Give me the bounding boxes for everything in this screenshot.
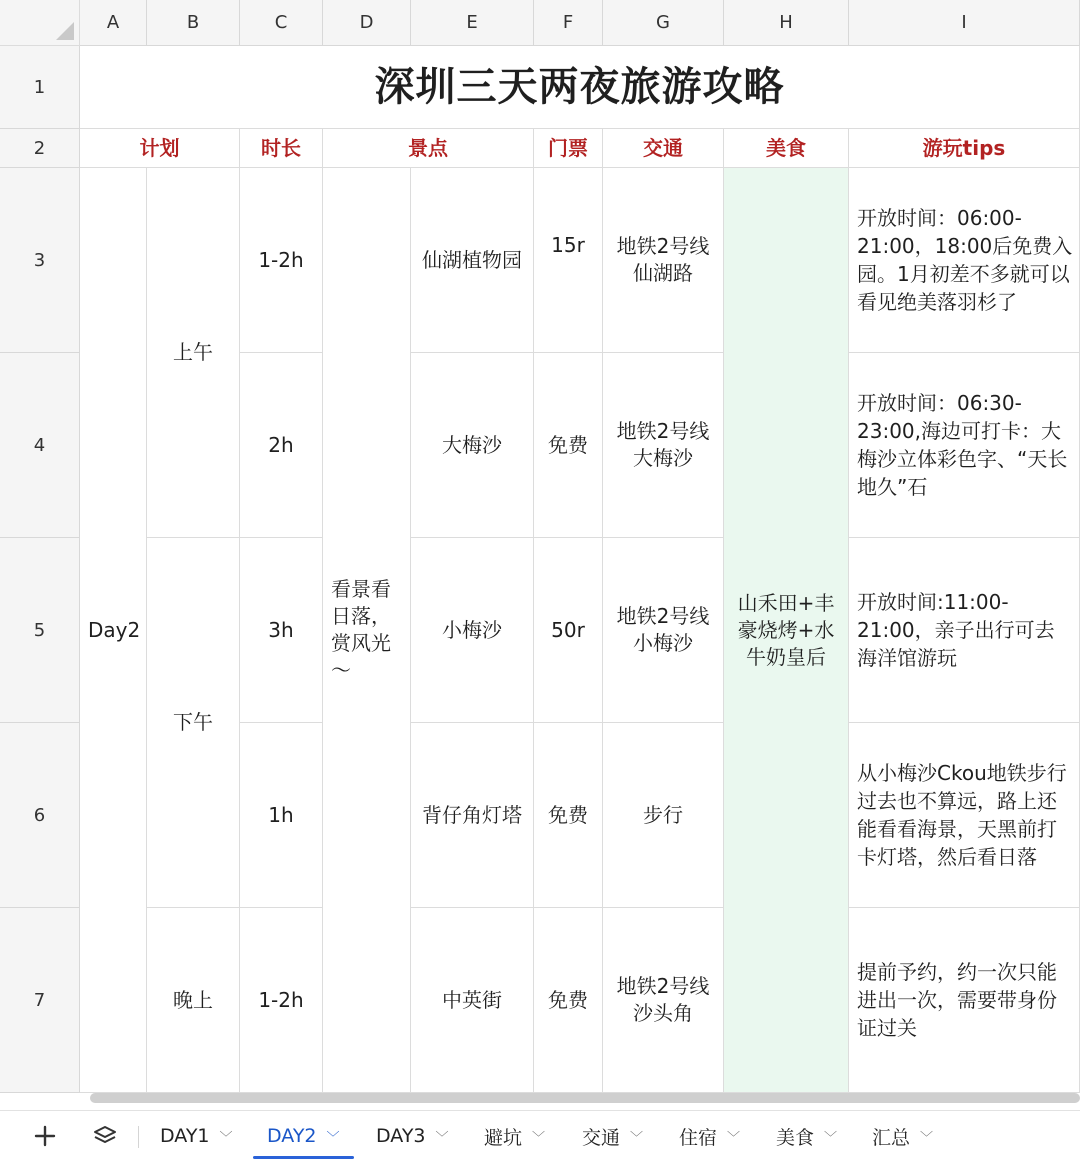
tab-day1[interactable] <box>160 1111 233 1161</box>
transport-cell[interactable]: 步行 <box>603 723 724 908</box>
period-morning[interactable]: 上午 <box>147 168 240 538</box>
horizontal-scrollbar[interactable] <box>90 1093 1080 1103</box>
tips-cell[interactable]: 开放时间:11:00-21:00，亲子出行可去海洋馆游玩 <box>849 538 1080 723</box>
layers-icon[interactable] <box>90 1121 120 1151</box>
chevron-down-icon[interactable]: ﹀ <box>824 1130 838 1146</box>
ticket-cell[interactable]: 50r <box>534 538 603 723</box>
tab-label: 汇总 <box>872 1126 911 1149</box>
transport-cell[interactable]: 地铁2号线小梅沙 <box>603 538 724 723</box>
chevron-down-icon[interactable]: ﹀ <box>219 1130 233 1146</box>
chevron-down-icon[interactable]: ﹀ <box>727 1130 741 1146</box>
transport-cell[interactable]: 地铁2号线大梅沙 <box>603 353 724 538</box>
column-header-b[interactable]: B <box>147 0 240 46</box>
tips-cell[interactable]: 开放时间：06:30-23:00,海边可打卡：大梅沙立体彩色字、“天长地久”石 <box>849 353 1080 538</box>
tab-label: 住宿 <box>679 1126 718 1149</box>
ticket-cell[interactable]: 免费 <box>534 908 603 1093</box>
tab-label: 避坑 <box>484 1126 523 1149</box>
header-food[interactable]: 美食 <box>724 129 849 168</box>
tab-label: DAY1 <box>160 1125 210 1147</box>
attraction-cell[interactable]: 仙湖植物园 <box>411 168 534 353</box>
chevron-down-icon[interactable]: ﹀ <box>920 1130 934 1146</box>
duration-cell[interactable]: 1-2h <box>240 908 323 1093</box>
attraction-cell[interactable]: 背仔角灯塔 <box>411 723 534 908</box>
column-header-i[interactable]: I <box>849 0 1080 46</box>
tab-summary[interactable] <box>872 1111 933 1161</box>
plus-icon[interactable] <box>30 1121 60 1151</box>
period-evening[interactable]: 晚上 <box>147 908 240 1093</box>
header-tips[interactable]: 游玩tips <box>849 129 1080 168</box>
row-header-4[interactable]: 4 <box>0 353 80 538</box>
duration-cell[interactable]: 3h <box>240 538 323 723</box>
tab-food[interactable] <box>776 1111 837 1161</box>
column-header-a[interactable]: A <box>80 0 147 46</box>
duration-cell[interactable]: 1-2h <box>240 168 323 353</box>
header-attraction[interactable]: 景点 <box>323 129 534 168</box>
row-header-3[interactable]: 3 <box>0 168 80 353</box>
duration-cell[interactable]: 1h <box>240 723 323 908</box>
period-afternoon[interactable]: 下午 <box>147 538 240 908</box>
header-transport[interactable]: 交通 <box>603 129 724 168</box>
tips-cell[interactable]: 提前予约，约一次只能进出一次，需要带身份证过关 <box>849 908 1080 1093</box>
attraction-cell[interactable]: 大梅沙 <box>411 353 534 538</box>
ticket-cell[interactable]: 15r <box>534 168 603 353</box>
row-header-6[interactable]: 6 <box>0 723 80 908</box>
attraction-cell[interactable]: 中英街 <box>411 908 534 1093</box>
corner-triangle-icon <box>0 0 80 46</box>
tab-label: DAY3 <box>376 1125 426 1147</box>
tips-cell[interactable]: 开放时间：06:00-21:00，18:00后免费入园。1月初差不多就可以看见绝美落羽杉了 <box>849 168 1080 353</box>
column-header-e[interactable]: E <box>411 0 534 46</box>
select-all-corner[interactable] <box>0 0 80 46</box>
tab-separator <box>138 1126 139 1148</box>
attraction-cell[interactable]: 小梅沙 <box>411 538 534 723</box>
row-header-2[interactable]: 2 <box>0 129 80 168</box>
row-header-7[interactable]: 7 <box>0 908 80 1093</box>
column-header-f[interactable]: F <box>534 0 603 46</box>
header-duration[interactable]: 时长 <box>240 129 323 168</box>
sheet-tab-bar <box>0 1110 1080 1163</box>
chevron-down-icon[interactable]: ﹀ <box>532 1130 546 1146</box>
tab-lodging[interactable] <box>679 1111 740 1161</box>
theme-cell[interactable]: 看景看日落，赏风光～ <box>323 168 411 1093</box>
chevron-down-icon[interactable]: ﹀ <box>435 1130 449 1146</box>
food-cell[interactable]: 山禾田+丰豪烧烤+水牛奶皇后 <box>724 168 849 1093</box>
ticket-cell[interactable]: 免费 <box>534 353 603 538</box>
header-plan[interactable]: 计划 <box>80 129 240 168</box>
tab-day2[interactable] <box>267 1111 340 1161</box>
tab-transport[interactable] <box>582 1111 643 1161</box>
active-tab-indicator <box>253 1156 354 1159</box>
column-header-g[interactable]: G <box>603 0 724 46</box>
chevron-down-icon[interactable]: ﹀ <box>630 1130 644 1146</box>
row-header-5[interactable]: 5 <box>0 538 80 723</box>
transport-cell[interactable]: 地铁2号线仙湖路 <box>603 168 724 353</box>
tab-label: 交通 <box>582 1126 621 1149</box>
row-header-1[interactable]: 1 <box>0 46 80 129</box>
column-header-c[interactable]: C <box>240 0 323 46</box>
day-cell[interactable]: Day2 <box>80 168 147 1093</box>
chevron-down-icon[interactable]: ﹀ <box>326 1130 340 1146</box>
header-ticket[interactable]: 门票 <box>534 129 603 168</box>
tab-label: 美食 <box>776 1126 815 1149</box>
tab-pitfalls[interactable] <box>484 1111 545 1161</box>
sheet-title[interactable]: 深圳三天两夜旅游攻略 <box>80 46 1080 129</box>
column-header-d[interactable]: D <box>323 0 411 46</box>
column-header-h[interactable]: H <box>724 0 849 46</box>
tab-label: DAY2 <box>267 1125 317 1147</box>
tips-cell[interactable]: 从小梅沙Ckou地铁步行过去也不算远，路上还能看看海景，天黑前打卡灯塔，然后看日落 <box>849 723 1080 908</box>
transport-cell[interactable]: 地铁2号线沙头角 <box>603 908 724 1093</box>
ticket-cell[interactable]: 免费 <box>534 723 603 908</box>
tab-day3[interactable] <box>376 1111 449 1161</box>
duration-cell[interactable]: 2h <box>240 353 323 538</box>
